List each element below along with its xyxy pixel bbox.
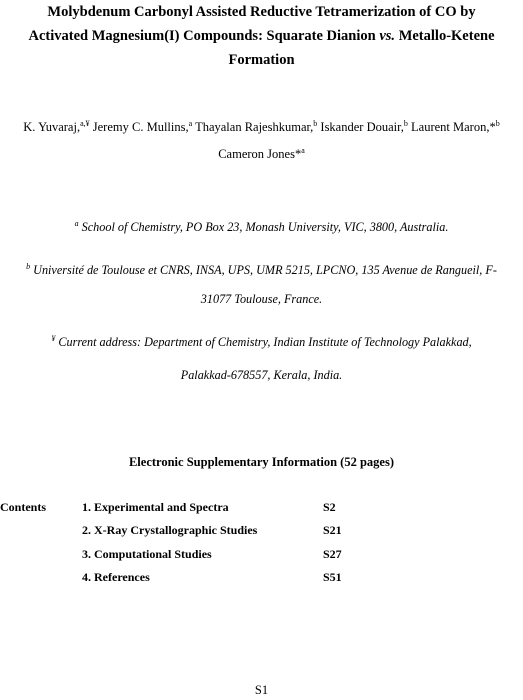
toc-entry-title: 4. References [82,570,150,584]
paper-title-line-2 [0,24,523,48]
author-affiliation-mark: b [495,119,500,128]
title-text: Activated Magnesium(I) Compounds: Squarate Dianion [28,28,380,44]
page-number: S1 [254,683,269,697]
affiliation-mark: a [74,219,79,228]
toc-entry-page: S27 [323,547,342,561]
affiliation-b-line-2: 31077 Toulouse, France. [200,292,323,306]
author-name: Jeremy C. Mullins, [89,120,189,134]
paper-title-line-3: Formation [228,52,295,68]
toc-entry-page: S51 [323,570,342,584]
author [23,120,89,134]
affiliation-text: Current address: Department of Chemistry, Indian Institute of Technology Palakkad, [55,335,472,349]
toc-entry-page: S2 [323,500,336,514]
paper-title-line-1: Molybdenum Carbonyl Assisted Reductive Tetramerization of CO by [47,4,476,20]
title-text: Metallo-Ketene [395,28,495,44]
affiliation-mark: ¥ [51,334,56,343]
affiliation-text: School of Chemistry, PO Box 23, Monash University, VIC, 3800, Australia. [78,220,449,234]
author-list [0,120,523,135]
toc-entry-title: 1. Experimental and Spectra [82,500,229,514]
author [90,120,193,134]
affiliation-current-address [0,335,523,350]
toc-entry-page: S21 [323,523,342,537]
author [408,120,500,134]
author-name: Cameron Jones* [218,147,302,161]
author-affiliation-mark: a,¥ [80,119,90,128]
author-affiliation-mark: a [301,146,305,155]
author [317,120,408,134]
toc-entry-title: 2. X-Ray Crystallographic Studies [82,523,258,537]
author-affiliation-mark: a [188,119,193,128]
affiliation-b [0,263,523,278]
author-name: K. Yuvaraj, [23,120,81,134]
title-versus: vs. [379,28,396,44]
toc-entry-title: 3. Computational Studies [82,547,212,561]
author-name: Thayalan Rajeshkumar, [192,120,314,134]
author-affiliation-mark: b [313,119,318,128]
contents-label: Contents [0,500,47,514]
esi-heading: Electronic Supplementary Information (52 pages) [128,455,395,469]
affiliation-a [0,220,523,235]
author-name: Iskander Douair, [317,120,404,134]
author-list-line-2 [0,147,523,162]
author [192,120,317,134]
affiliation-text: Université de Toulouse et CNRS, INSA, UPS, UMR 5215, LPCNO, 135 Avenue de Rangueil, F- [30,263,497,277]
author-name: Laurent Maron,* [407,120,496,134]
author-affiliation-mark: b [403,119,408,128]
affiliation-current-address-line-2: Palakkad-678557, Kerala, India. [180,368,343,382]
affiliation-mark: b [26,262,31,271]
